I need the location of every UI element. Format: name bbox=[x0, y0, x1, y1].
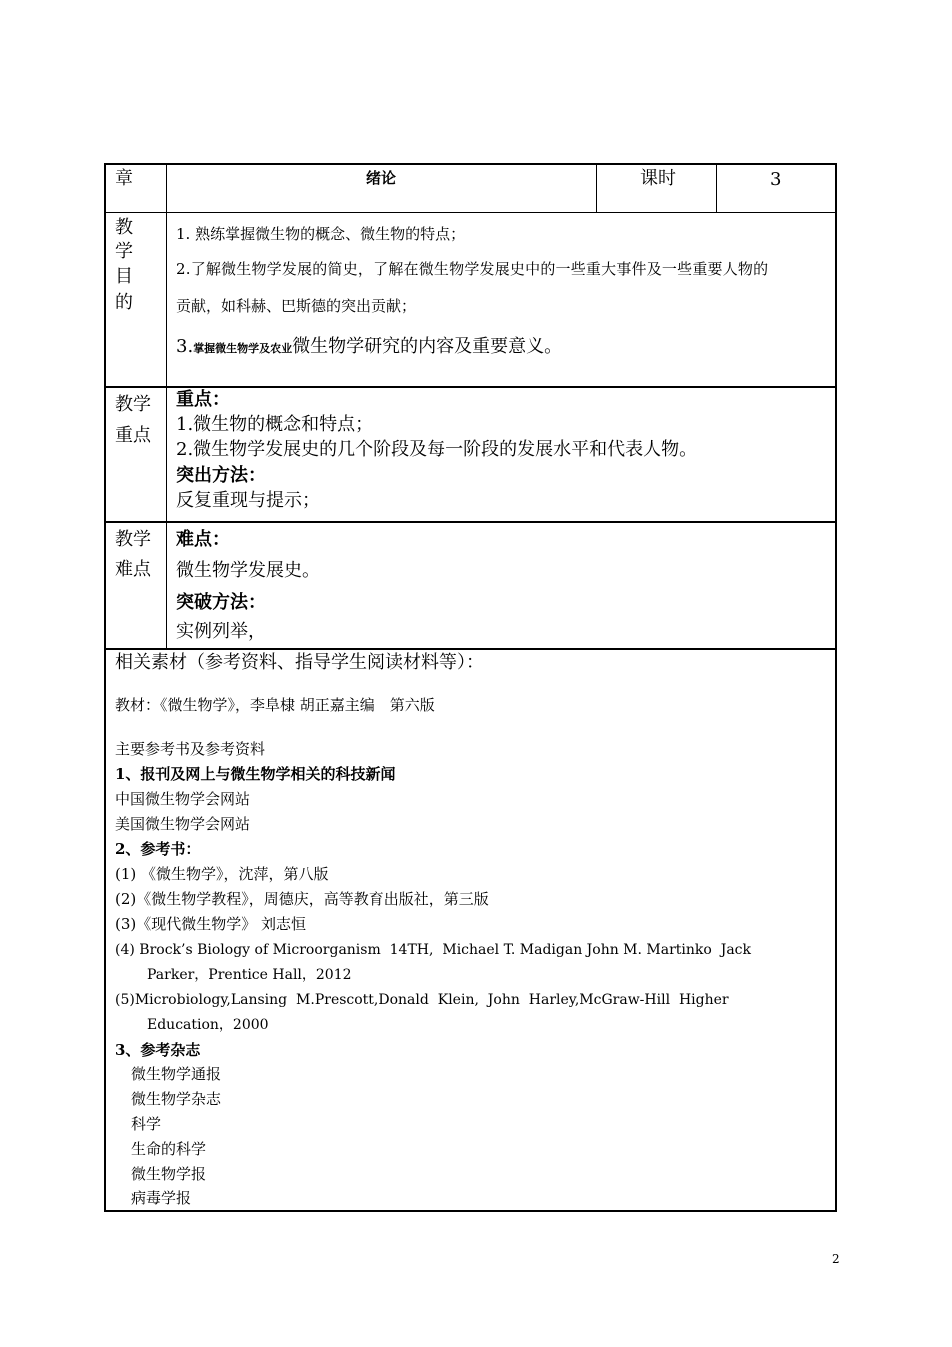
col-divider-hours bbox=[716, 163, 717, 213]
difficulties-label-2: 难点 bbox=[115, 559, 151, 580]
journal-2: 微生物学杂志 bbox=[131, 1090, 222, 1108]
objective-1: 1. 熟练掌握微生物的概念、微生物的特点； bbox=[176, 225, 466, 243]
page-number: 2 bbox=[832, 1252, 840, 1266]
table-border-top bbox=[104, 163, 837, 165]
book-4: (4) Brock’s Biology of Microorganism 14TH, Michael T. Madigan John M. Martinko Jack bbox=[115, 942, 752, 958]
row-divider-header bbox=[104, 212, 837, 213]
objectives-label-char-3: 目 bbox=[115, 266, 133, 287]
row-divider-difficulties bbox=[104, 648, 837, 650]
website-usa: 美国微生物学会网站 bbox=[115, 815, 251, 833]
row-divider-objectives bbox=[104, 386, 837, 388]
section-journals: 3、参考杂志 bbox=[115, 1041, 201, 1059]
objectives-label-char-4: 的 bbox=[115, 292, 133, 313]
difficulties-method-heading: 突破方法： bbox=[176, 592, 266, 613]
row-divider-keypoints bbox=[104, 521, 837, 523]
objective-2-cont: 贡献，如科赫、巴斯德的突出贡献； bbox=[176, 297, 417, 315]
keypoint-2: 2.微生物学发展史的几个阶段及每一阶段的发展水平和代表人物。 bbox=[176, 439, 698, 460]
book-4-cont: Parker，Prentice Hall，2012 bbox=[147, 967, 352, 983]
keypoints-label-1: 教学 bbox=[115, 394, 151, 415]
table-border-bottom bbox=[104, 1210, 837, 1212]
difficulties-heading: 难点： bbox=[176, 529, 230, 550]
objectives-label-char-2: 学 bbox=[115, 241, 133, 262]
objective-3-rest: 微生物学研究的内容及重要意义。 bbox=[292, 336, 563, 357]
col-divider-label bbox=[166, 163, 167, 650]
journal-5: 微生物学报 bbox=[131, 1165, 207, 1183]
keypoint-1: 1.微生物的概念和特点； bbox=[176, 414, 374, 435]
keypoints-method-heading: 突出方法： bbox=[176, 465, 266, 486]
difficulties-label-1: 教学 bbox=[115, 529, 151, 550]
objectives-label-char-1: 教 bbox=[115, 217, 133, 238]
textbook: 教材：《微生物学》，李阜棣 胡正嘉主编 第六版 bbox=[115, 696, 435, 714]
journal-6: 病毒学报 bbox=[131, 1189, 192, 1207]
chapter-title: 绪论 bbox=[366, 169, 397, 187]
book-3: (3)《现代微生物学》 刘志恒 bbox=[115, 915, 307, 933]
objective-2: 2.了解微生物学发展的简史，了解在微生物学发展史中的一些重大事件及一些重要人物的 bbox=[176, 260, 769, 278]
objective-3 bbox=[176, 338, 562, 356]
journal-3: 科学 bbox=[131, 1115, 162, 1133]
keypoints-label-2: 重点 bbox=[115, 425, 151, 446]
col-divider-title bbox=[596, 163, 597, 213]
book-5: (5)Microbiology,Lansing M.Prescott,Donald Klein, John Harley,McGraw-Hill Higher bbox=[115, 992, 729, 1008]
keypoints-method: 反复重现与提示； bbox=[176, 490, 320, 511]
keypoints-heading: 重点： bbox=[176, 389, 230, 410]
table-border-left bbox=[104, 163, 106, 1212]
journal-1: 微生物学通报 bbox=[131, 1065, 222, 1083]
book-5-cont: Education，2000 bbox=[147, 1017, 269, 1033]
section-news: 1、报刊及网上与微生物学相关的科技新闻 bbox=[115, 765, 396, 783]
website-china: 中国微生物学会网站 bbox=[115, 790, 251, 808]
hours-value: 3 bbox=[770, 169, 782, 190]
book-1: (1) 《微生物学》，沈萍，第八版 bbox=[115, 865, 329, 883]
references-heading: 主要参考书及参考资料 bbox=[115, 740, 266, 758]
difficulties-method: 实例列举， bbox=[176, 621, 266, 642]
journal-4: 生命的科学 bbox=[131, 1140, 207, 1158]
table-border-right bbox=[835, 163, 837, 1212]
section-books: 2、参考书： bbox=[115, 840, 201, 858]
chapter-label: 章 bbox=[115, 168, 133, 189]
materials-heading: 相关素材（参考资料、指导学生阅读材料等）： bbox=[115, 652, 484, 673]
objective-3-small: 掌握微生物学及农业 bbox=[193, 342, 293, 355]
hours-label: 课时 bbox=[640, 168, 676, 189]
book-2: (2)《微生物学教程》，周德庆，高等教育出版社，第三版 bbox=[115, 890, 489, 908]
difficulty-item: 微生物学发展史。 bbox=[176, 560, 320, 581]
objective-3-prefix: 3. bbox=[176, 336, 194, 357]
